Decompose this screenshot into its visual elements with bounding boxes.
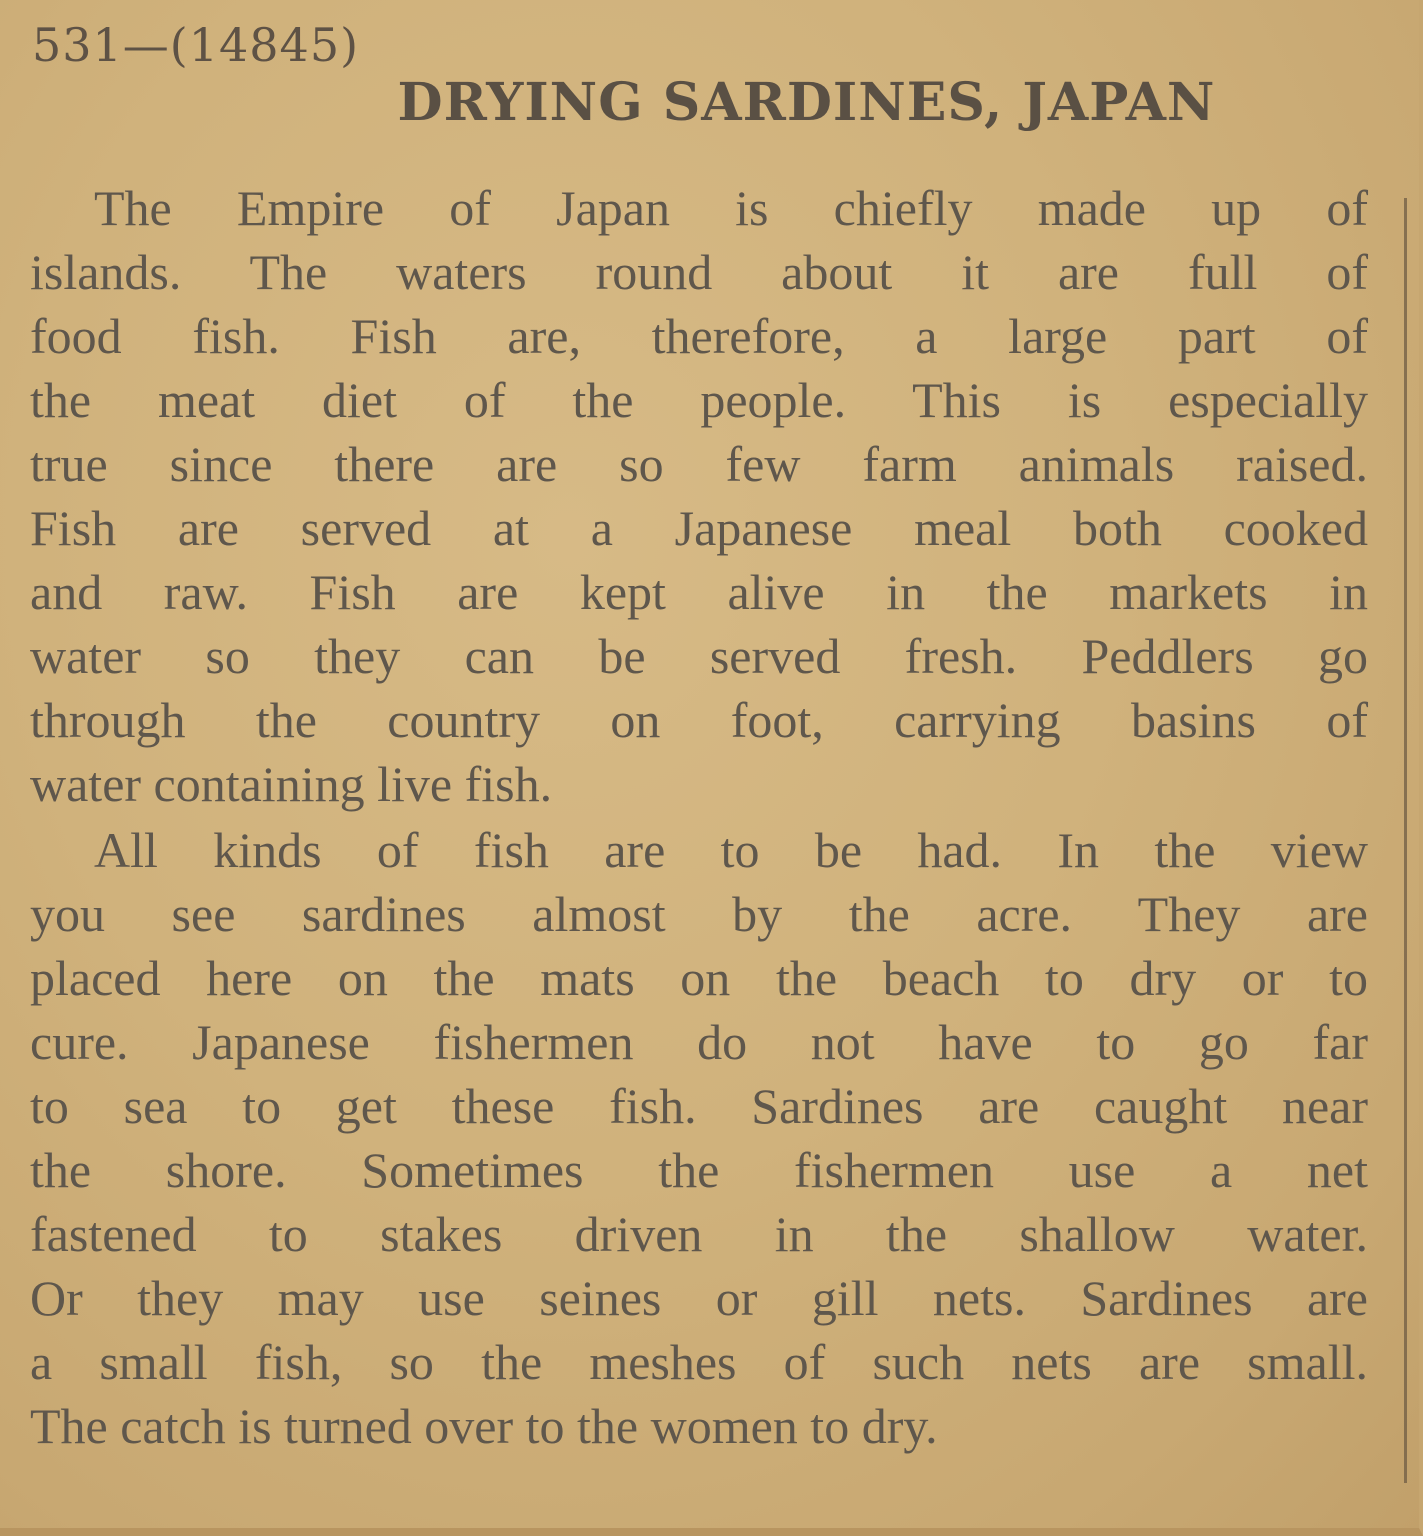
- text-line: Fish are served at a Japanese meal both cooked: [30, 500, 1368, 556]
- text-line: cure. Japanese fishermen do not have to go far: [30, 1014, 1368, 1070]
- text-line: fastened to stakes driven in the shallow water.: [30, 1206, 1368, 1262]
- text-line: The catch is turned over to the women to dry.: [30, 1398, 938, 1454]
- text-line: islands. The waters round about it are full of: [30, 244, 1368, 300]
- text-line: through the country on foot, carrying basins of: [30, 692, 1368, 748]
- text-line: water containing live fish.: [30, 756, 553, 812]
- text-line: and raw. Fish are kept alive in the markets in: [30, 564, 1368, 620]
- text-line: true since there are so few farm animals raised.: [30, 436, 1368, 492]
- text-line: The Empire of Japan is chiefly made up of: [94, 180, 1368, 236]
- catalog-number: 531—(14845): [32, 18, 360, 72]
- text-line: the meat diet of the people. This is especially: [30, 372, 1368, 428]
- text-line: you see sardines almost by the acre. They are: [30, 886, 1368, 942]
- text-line: a small fish, so the meshes of such nets are small.: [30, 1334, 1368, 1390]
- text-line: food fish. Fish are, therefore, a large part of: [30, 308, 1368, 364]
- document-title: DRYING SARDINES, JAPAN: [397, 72, 1216, 133]
- text-line: to sea to get these fish. Sardines are caught near: [30, 1078, 1368, 1134]
- text-line: water so they can be served fresh. Peddlers go: [30, 628, 1368, 684]
- margin-rule: [1404, 198, 1407, 1483]
- text-line: the shore. Sometimes the fishermen use a net: [30, 1142, 1368, 1198]
- text-line: Or they may use seines or gill nets. Sardines are: [30, 1270, 1368, 1326]
- text-line: All kinds of fish are to be had. In the view: [94, 822, 1368, 878]
- text-line: placed here on the mats on the beach to dry or to: [30, 950, 1368, 1006]
